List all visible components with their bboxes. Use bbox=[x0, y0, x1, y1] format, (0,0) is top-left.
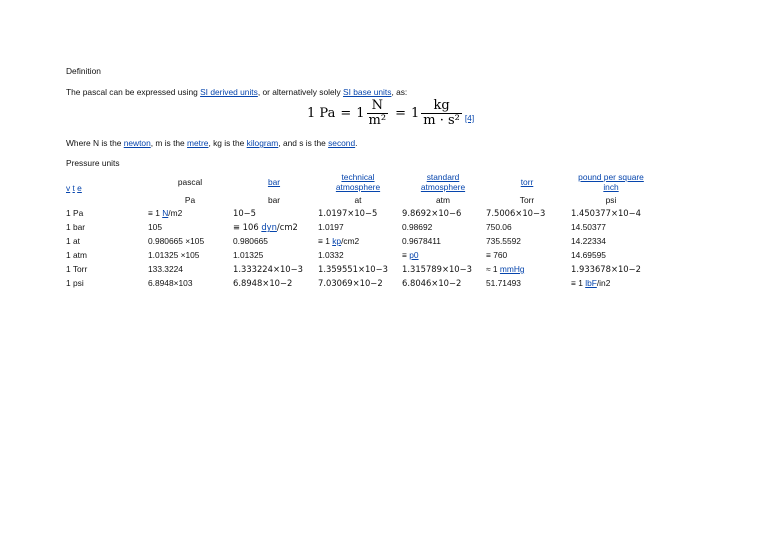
formula-one-a: 1 bbox=[356, 105, 365, 121]
header-line: atmosphere bbox=[420, 182, 466, 192]
column-header-torr-link[interactable]: torr bbox=[520, 177, 534, 187]
table-cell: 6.8046×10−2 bbox=[402, 278, 462, 288]
definition-heading: Definition bbox=[66, 66, 101, 76]
header-line: atmosphere bbox=[335, 182, 381, 192]
row-label: 1 atm bbox=[66, 250, 87, 260]
where-text-2: , m is the bbox=[150, 138, 188, 148]
column-header-standard-atmosphere-link[interactable] bbox=[407, 172, 479, 192]
navbox-links bbox=[66, 183, 82, 193]
column-symbol: at bbox=[354, 195, 362, 205]
column-symbol: psi bbox=[605, 195, 617, 205]
column-symbol: Torr bbox=[519, 195, 535, 205]
table-cell bbox=[318, 236, 359, 246]
table-cell: 105 bbox=[148, 222, 162, 232]
table-cell bbox=[571, 278, 610, 288]
formula-lhs: 1 Pa bbox=[307, 105, 336, 121]
column-header-technical-atmosphere-link[interactable] bbox=[322, 172, 394, 192]
cell-text: /cm2 bbox=[276, 222, 298, 232]
si-base-units-link[interactable]: SI base units bbox=[343, 87, 392, 97]
table-cell: ≡ 760 bbox=[486, 250, 508, 260]
table-cell: 0.980665 ×105 bbox=[148, 236, 205, 246]
si-derived-units-link[interactable]: SI derived units bbox=[200, 87, 258, 97]
row-label: 1 psi bbox=[66, 278, 84, 288]
table-cell: 14.50377 bbox=[571, 222, 606, 232]
header-line: pound per square bbox=[578, 172, 644, 182]
table-cell: 0.980665 bbox=[233, 236, 268, 246]
table-cell bbox=[486, 264, 525, 274]
fraction-denominator: m · s² bbox=[423, 112, 460, 128]
cell-text: ≡ 106 bbox=[233, 222, 262, 232]
table-cell: 1.0197 bbox=[318, 222, 344, 232]
where-text-4: , and s is the bbox=[278, 138, 329, 148]
newton-link[interactable]: N bbox=[162, 208, 169, 218]
table-cell: 1.933678×10−2 bbox=[571, 264, 641, 274]
formula-fraction-base bbox=[421, 99, 462, 128]
table-cell: 1.333224×10−3 bbox=[233, 264, 303, 274]
table-cell: 7.5006×10−3 bbox=[486, 208, 546, 218]
formula-one-b: 1 bbox=[410, 105, 420, 121]
table-cell: 51.71493 bbox=[486, 278, 521, 288]
newton-link[interactable]: newton bbox=[123, 138, 151, 148]
fraction-numerator: N bbox=[371, 97, 383, 113]
table-cell: 6.8948×10−2 bbox=[233, 278, 293, 288]
formula-fraction-newton bbox=[367, 99, 389, 128]
table-cell: 7.03069×10−2 bbox=[318, 278, 383, 288]
view-template-link[interactable]: v bbox=[66, 183, 71, 193]
row-label: 1 Pa bbox=[66, 208, 84, 218]
metre-link[interactable]: metre bbox=[187, 138, 209, 148]
pascal-formula bbox=[307, 95, 474, 131]
formula-equals-1: = bbox=[340, 105, 352, 121]
where-text-1: Where N is the bbox=[66, 138, 124, 148]
table-cell bbox=[148, 208, 182, 218]
header-line: inch bbox=[603, 182, 619, 192]
kilopond-link[interactable]: kp bbox=[332, 236, 342, 246]
header-line: standard bbox=[426, 172, 460, 182]
cell-text: /in2 bbox=[596, 278, 611, 288]
table-cell: 1.0197×10−5 bbox=[318, 208, 378, 218]
table-cell: 133.3224 bbox=[148, 264, 183, 274]
formula-equals-2: = bbox=[395, 105, 406, 121]
column-header-bar-link[interactable]: bar bbox=[267, 177, 281, 187]
definition-text-2: , or alternatively solely bbox=[257, 87, 344, 97]
table-cell: 6.8948×103 bbox=[148, 278, 193, 288]
kilogram-link[interactable]: kilogram bbox=[246, 138, 279, 148]
cell-text: ≡ 1 bbox=[148, 208, 163, 218]
cell-text: /cm2 bbox=[341, 236, 360, 246]
table-cell bbox=[233, 222, 298, 232]
fraction-denominator: m² bbox=[368, 112, 387, 128]
second-link[interactable]: second bbox=[328, 138, 356, 148]
table-title: Pressure units bbox=[66, 158, 120, 168]
pound-force-link[interactable]: lbF bbox=[585, 278, 597, 288]
where-text-5: . bbox=[355, 138, 358, 148]
row-label: 1 Torr bbox=[66, 264, 88, 274]
table-cell: 0.9678411 bbox=[402, 236, 441, 246]
cell-text: ≡ 1 bbox=[571, 278, 586, 288]
table-cell: 1.01325 bbox=[233, 250, 264, 260]
table-cell: 10−5 bbox=[233, 208, 257, 218]
table-cell: 750.06 bbox=[486, 222, 512, 232]
fraction-numerator: kg bbox=[433, 97, 450, 113]
table-cell: 1.0332 bbox=[318, 250, 344, 260]
where-paragraph bbox=[66, 138, 357, 148]
cell-text: ≡ 1 bbox=[318, 236, 333, 246]
cell-text: ≈ 1 bbox=[486, 264, 500, 274]
table-cell: 1.359551×10−3 bbox=[318, 264, 388, 274]
where-text-3: , kg is the bbox=[208, 138, 247, 148]
table-cell bbox=[402, 250, 419, 260]
table-cell: 14.22334 bbox=[571, 236, 606, 246]
mmhg-link[interactable]: mmHg bbox=[499, 264, 525, 274]
cell-text: ≡ bbox=[402, 250, 410, 260]
row-label: 1 at bbox=[66, 236, 80, 246]
table-cell: 1.315789×10−3 bbox=[402, 264, 472, 274]
table-cell: 1.01325 ×105 bbox=[148, 250, 200, 260]
dyne-link[interactable]: dyn bbox=[261, 222, 277, 232]
column-symbol: atm bbox=[436, 195, 450, 205]
column-header-psi-link[interactable] bbox=[570, 172, 652, 192]
table-cell: 9.8692×10−6 bbox=[402, 208, 462, 218]
talk-template-link[interactable]: t bbox=[72, 183, 75, 193]
column-header-pascal: pascal bbox=[177, 177, 203, 187]
table-cell: 1.450377×10−4 bbox=[571, 208, 641, 218]
table-cell: 735.5592 bbox=[486, 236, 521, 246]
column-symbol: bar bbox=[267, 195, 281, 205]
edit-template-link[interactable]: e bbox=[77, 183, 82, 193]
definition-text-1: The pascal can be expressed using bbox=[66, 87, 201, 97]
table-cell: 14.69595 bbox=[571, 250, 606, 260]
table-cell: 0.98692 bbox=[402, 222, 433, 232]
reference-link-4[interactable]: [4] bbox=[464, 113, 475, 123]
header-line: technical bbox=[341, 172, 375, 182]
column-symbol: Pa bbox=[184, 195, 196, 205]
standard-pressure-link[interactable]: p0 bbox=[409, 250, 419, 260]
definition-text-3: , as: bbox=[391, 87, 408, 97]
row-label: 1 bar bbox=[66, 222, 86, 232]
cell-text: /m2 bbox=[168, 208, 183, 218]
